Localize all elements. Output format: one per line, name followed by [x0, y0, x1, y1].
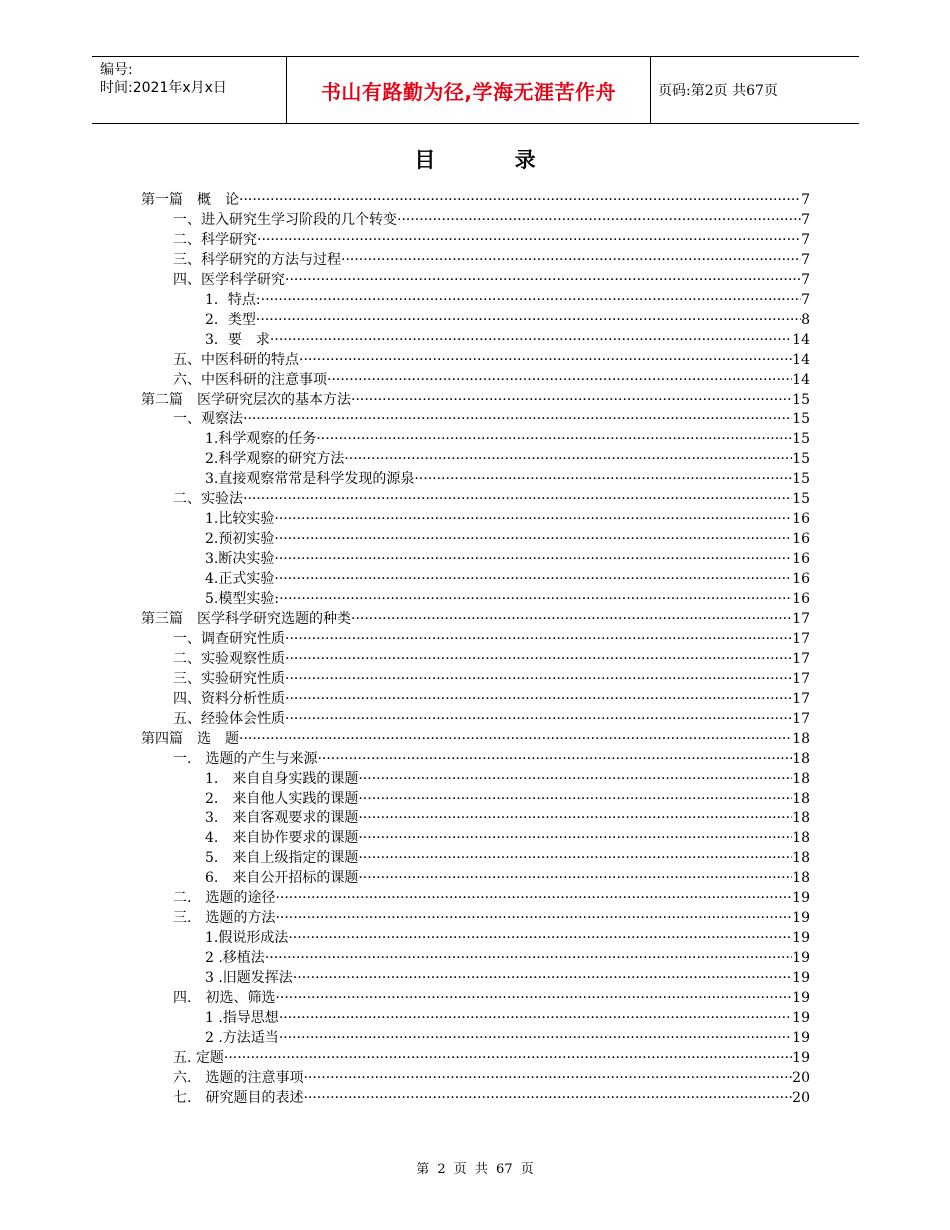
toc-dot-leader	[279, 589, 792, 609]
toc-entry-page: 19	[792, 930, 810, 947]
toc-entry-label: 3.断决实验	[205, 551, 275, 568]
toc-entry[interactable]	[173, 250, 810, 270]
toc-entry[interactable]	[173, 1068, 810, 1088]
toc-entry-label: 二、实验观察性质	[173, 650, 285, 667]
toc-dot-leader	[285, 669, 792, 689]
toc-entry-page: 15	[792, 451, 810, 468]
toc-entry-page: 15	[792, 491, 810, 508]
toc-entry[interactable]	[205, 848, 810, 868]
toc-dot-leader	[341, 250, 801, 270]
toc-dot-leader	[261, 290, 801, 310]
toc-entry[interactable]	[173, 350, 810, 370]
toc-entry-label: 二. 选题的途径	[173, 890, 276, 907]
toc-entry-page: 17	[792, 610, 810, 627]
toc-entry-page: 18	[792, 850, 810, 867]
toc-entry-page: 7	[801, 291, 810, 308]
toc-entry-page: 19	[792, 950, 810, 967]
toc-dot-leader	[414, 469, 792, 489]
toc-entry-label: 2.科学观察的研究方法	[205, 451, 345, 468]
toc-entry[interactable]	[173, 629, 810, 649]
toc-dot-leader	[274, 549, 792, 569]
toc-dot-leader	[270, 330, 792, 350]
toc-entry-page: 19	[792, 1009, 810, 1026]
toc-entry[interactable]	[205, 429, 810, 449]
toc-entry[interactable]	[205, 808, 810, 828]
toc-entry-label: 3.直接观察常常是科学发现的源泉	[205, 471, 415, 488]
toc-entry[interactable]	[173, 649, 810, 669]
toc-entry-page: 19	[792, 1029, 810, 1046]
toc-entry[interactable]	[205, 330, 810, 350]
toc-entry[interactable]	[141, 609, 810, 629]
toc-entry-label: 2．类型	[205, 311, 256, 328]
toc-entry-label: 1.科学观察的任务	[205, 431, 317, 448]
toc-entry-label: 四、资料分析性质	[173, 690, 285, 707]
toc-entry-label: 第二篇 医学研究层次的基本方法	[141, 391, 351, 408]
page-header	[92, 56, 859, 124]
toc-entry-page: 15	[792, 471, 810, 488]
toc-entry-page: 16	[792, 571, 810, 588]
toc-entry-page: 20	[792, 1069, 810, 1086]
toc-entry[interactable]	[205, 928, 810, 948]
header-page-info: 页码:第2页 共67页	[658, 83, 778, 99]
toc-entry-page: 16	[792, 551, 810, 568]
toc-entry[interactable]	[173, 370, 810, 390]
toc-dot-leader	[275, 908, 792, 928]
toc-entry[interactable]	[173, 888, 810, 908]
toc-entry-label: 2 .方法适当	[205, 1029, 279, 1046]
toc-entry-label: 四. 初选、筛选	[173, 990, 276, 1006]
toc-dot-leader	[285, 689, 792, 709]
toc-entry-label: 5. 来自上级指定的课题	[205, 850, 359, 867]
toc-entry-page: 17	[792, 630, 810, 647]
toc-entry[interactable]	[205, 449, 810, 469]
toc-entry-label: 3．要 求	[205, 331, 270, 348]
toc-entry-page: 18	[792, 730, 810, 747]
toc-entry-label: 三、科学研究的方法与过程	[173, 251, 341, 268]
toc-entry-page: 19	[792, 990, 810, 1006]
toc-entry-page: 15	[792, 431, 810, 448]
toc-entry[interactable]	[173, 1048, 810, 1068]
toc-dot-leader	[239, 729, 792, 749]
toc-entry-page: 18	[792, 870, 810, 887]
toc-dot-leader	[256, 310, 801, 330]
toc-entry-label: 一、调查研究性质	[173, 630, 285, 647]
toc-entry-page: 16	[792, 531, 810, 548]
toc-entry[interactable]	[205, 529, 810, 549]
toc-dot-leader	[274, 509, 792, 529]
toc-entry-label: 5.模型实验:	[205, 591, 280, 607]
toc-dot-leader	[299, 350, 792, 370]
toc-entry-page: 19	[792, 1049, 810, 1066]
toc-entry-page: 17	[792, 670, 810, 687]
toc-entry[interactable]	[205, 509, 810, 529]
toc-entry[interactable]	[173, 709, 810, 729]
toc-dot-leader	[275, 988, 792, 1008]
toc-dot-leader	[275, 888, 792, 908]
toc-entry[interactable]	[141, 729, 810, 749]
toc-entry-page: 14	[792, 331, 810, 348]
toc-entry[interactable]	[173, 409, 810, 429]
toc-entry[interactable]	[205, 1008, 810, 1028]
toc-entry-label: 1 .指导思想	[205, 1009, 279, 1026]
toc-entry-page: 14	[792, 371, 810, 388]
toc-entry-label: 1.比较实验	[205, 511, 275, 528]
toc-entry[interactable]	[173, 270, 810, 290]
toc-entry-label: 4.正式实验	[205, 571, 275, 588]
toc-entry[interactable]	[205, 569, 810, 589]
toc-entry-label: 三. 选题的方法	[173, 910, 276, 927]
toc-entry-label: 3 .旧题发挥法	[205, 970, 293, 987]
toc-entry-page: 18	[792, 790, 810, 807]
toc-entry-page: 19	[792, 970, 810, 987]
toc-entry-page: 18	[792, 750, 810, 767]
toc-dot-leader	[243, 409, 792, 429]
toc-dot-leader	[351, 390, 792, 410]
toc-entry[interactable]	[205, 290, 810, 310]
toc-entry-label: 七. 研究题目的表述	[173, 1089, 304, 1106]
toc-entry-label: 一、进入研究生学习阶段的几个转变	[173, 211, 397, 228]
toc-entry[interactable]	[205, 549, 810, 569]
toc-entry-label: 第三篇 医学科学研究选题的种类	[141, 610, 351, 627]
toc-dot-leader	[358, 808, 792, 828]
toc-entry-page: 17	[792, 650, 810, 667]
toc-entry-label: 1．特点:	[205, 291, 261, 308]
toc-entry-label: 第一篇 概 论	[141, 192, 239, 208]
toc-entry-page: 16	[792, 511, 810, 528]
toc-dot-leader	[344, 449, 792, 469]
toc-entry[interactable]	[173, 489, 810, 509]
toc-entry-page: 18	[792, 810, 810, 827]
toc-entry[interactable]	[141, 190, 810, 210]
toc-entry[interactable]	[205, 769, 810, 789]
page-title: 目 录	[414, 148, 572, 172]
toc-entry-page: 7	[801, 231, 810, 248]
toc-entry-label: 2.预初实验	[205, 531, 275, 548]
toc-dot-leader	[288, 928, 792, 948]
toc-entry[interactable]	[173, 749, 810, 769]
toc-entry-label: 三、实验研究性质	[173, 670, 285, 687]
toc-entry[interactable]	[205, 828, 810, 848]
toc-entry-label: 六. 选题的注意事项	[173, 1069, 304, 1086]
toc-entry[interactable]	[205, 868, 810, 888]
toc-entry[interactable]	[205, 589, 810, 609]
toc-entry[interactable]	[141, 390, 810, 410]
toc-dot-leader	[274, 569, 792, 589]
toc-entry-label: 二、实验法	[173, 491, 243, 508]
toc-dot-leader	[224, 1048, 792, 1068]
toc-entry[interactable]	[205, 310, 810, 330]
toc-entry-page: 18	[792, 830, 810, 847]
toc-dot-leader	[327, 370, 792, 390]
toc-dot-leader	[358, 769, 792, 789]
toc-dot-leader	[293, 968, 792, 988]
toc-entry-page: 20	[792, 1089, 810, 1106]
toc-entry-label: 四、医学科学研究	[173, 271, 285, 288]
toc-entry-label: 五、中医科研的特点	[173, 351, 299, 368]
toc-entry-page: 7	[801, 192, 810, 208]
toc-entry-page: 19	[792, 890, 810, 907]
toc-entry[interactable]	[205, 1028, 810, 1048]
toc-dot-leader	[351, 609, 792, 629]
toc-entry-page: 14	[792, 351, 810, 368]
toc-dot-leader	[358, 789, 792, 809]
toc-entry[interactable]	[205, 968, 810, 988]
toc-entry-page: 18	[792, 770, 810, 787]
toc-dot-leader	[317, 749, 792, 769]
toc-entry-page: 17	[792, 690, 810, 707]
toc-dot-leader	[358, 868, 792, 888]
toc-entry[interactable]	[173, 210, 810, 230]
toc-entry[interactable]	[173, 669, 810, 689]
toc-entry[interactable]	[173, 230, 810, 250]
toc-dot-leader	[279, 1008, 792, 1028]
toc-dot-leader	[303, 1068, 792, 1088]
toc-entry-page: 8	[801, 311, 810, 328]
toc-dot-leader	[285, 270, 801, 290]
header-meta-cell	[92, 57, 286, 123]
toc-dot-leader	[265, 948, 792, 968]
toc-entry-label: 1.假说形成法	[205, 930, 289, 947]
toc-entry-label: 2 .移植法	[205, 950, 265, 967]
toc-dot-leader	[257, 230, 801, 250]
toc-entry[interactable]	[205, 469, 810, 489]
toc-entry-page: 7	[801, 271, 810, 288]
toc-dot-leader	[303, 1088, 792, 1108]
toc-dot-leader	[358, 828, 792, 848]
toc-entry[interactable]	[205, 789, 810, 809]
toc-entry-label: 6. 来自公开招标的课题	[205, 870, 359, 887]
toc-entry-label: 五. 定题	[173, 1049, 224, 1066]
toc-entry-page: 16	[792, 591, 810, 607]
toc-entry-page: 19	[792, 910, 810, 927]
toc-entry-label: 2. 来自他人实践的课题	[205, 790, 359, 807]
header-motto: 书山有路勤为径,学海无涯苦作舟	[320, 79, 617, 104]
toc-dot-leader	[316, 429, 792, 449]
toc-entry-page: 7	[801, 211, 810, 228]
toc-entry[interactable]	[173, 988, 810, 1008]
toc-entry-label: 五、经验体会性质	[173, 710, 285, 727]
toc-entry-label: 4. 来自协作要求的课题	[205, 830, 359, 847]
toc-dot-leader	[285, 709, 792, 729]
toc-entry[interactable]	[173, 689, 810, 709]
toc-dot-leader	[358, 848, 792, 868]
toc-entry-label: 六、中医科研的注意事项	[173, 371, 327, 388]
toc-entry-label: 一. 选题的产生与来源	[173, 750, 318, 767]
toc-entry[interactable]	[205, 948, 810, 968]
toc-dot-leader	[397, 210, 801, 230]
header-page-cell	[650, 57, 859, 123]
toc-entry-label: 1. 来自自身实践的课题	[205, 770, 359, 787]
toc-entry-label: 一、观察法	[173, 411, 243, 428]
toc-dot-leader	[239, 190, 801, 210]
toc-dot-leader	[285, 649, 792, 669]
page-footer: 第 2 页 共 67 页	[416, 1162, 534, 1177]
toc-dot-leader	[279, 1028, 792, 1048]
toc-entry-page: 7	[801, 251, 810, 268]
toc-dot-leader	[243, 489, 792, 509]
document-time-label: 时间:2021年x月x日	[100, 80, 227, 96]
toc-dot-leader	[285, 629, 792, 649]
toc-entry-page: 15	[792, 391, 810, 408]
toc-entry-label: 3. 来自客观要求的课题	[205, 810, 359, 827]
header-motto-cell	[286, 57, 651, 123]
toc-entry-label: 第四篇 选 题	[141, 730, 239, 747]
toc-entry-page: 15	[792, 411, 810, 428]
toc-dot-leader	[274, 529, 792, 549]
toc-entry[interactable]	[173, 1088, 810, 1108]
toc-entry-page: 17	[792, 710, 810, 727]
toc-entry[interactable]	[173, 908, 810, 928]
toc-entry-label: 二、科学研究	[173, 231, 257, 248]
document-number-label: 编号:	[100, 62, 133, 78]
